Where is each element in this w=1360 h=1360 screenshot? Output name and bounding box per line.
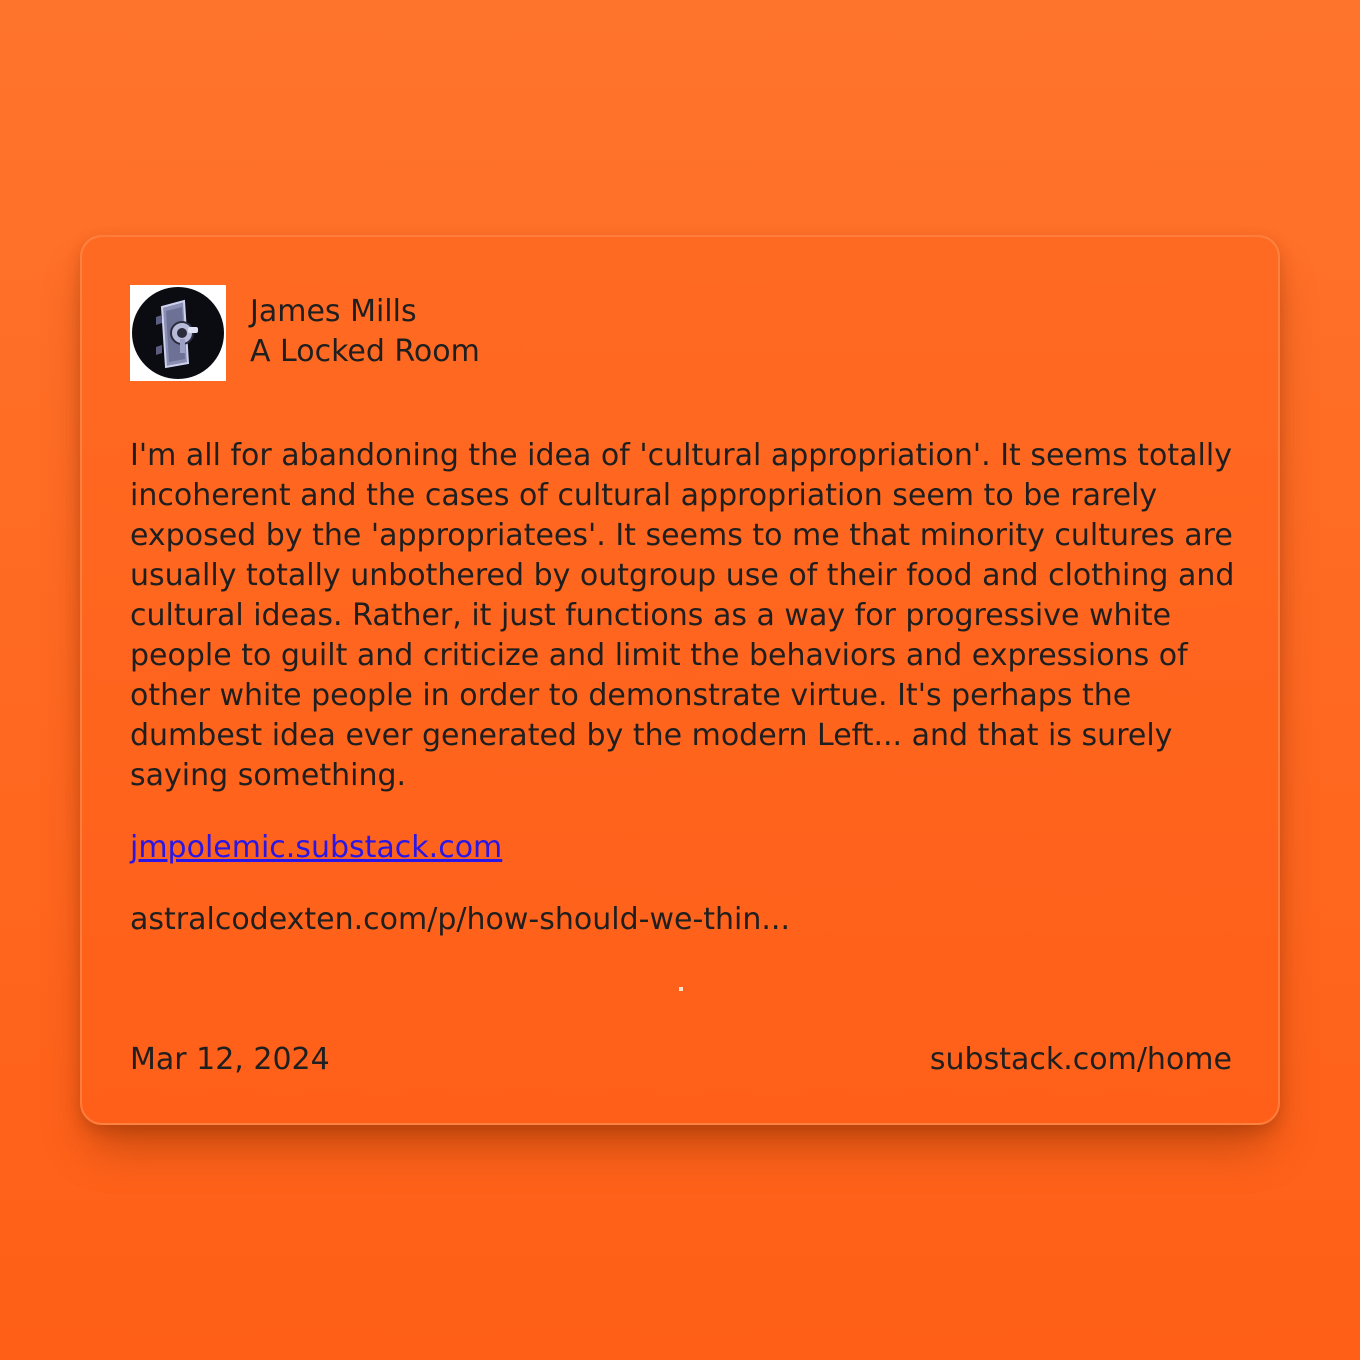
embed-image-placeholder	[679, 987, 683, 991]
publication-link[interactable]: jmpolemic.substack.com	[130, 830, 503, 865]
avatar[interactable]	[130, 285, 226, 381]
publication-name[interactable]: A Locked Room	[250, 334, 480, 369]
linked-url[interactable]: astralcodexten.com/p/how-should-we-thin...	[130, 902, 790, 937]
author-block	[250, 292, 480, 372]
note-card	[80, 235, 1280, 1125]
post-date: Mar 12, 2024	[130, 1042, 330, 1077]
source-site: substack.com/home	[929, 1042, 1232, 1077]
locked-door-icon	[132, 287, 224, 379]
post-body: I'm all for abandoning the idea of 'cultural appropriation'. It seems totally incoherent and the cases of cultural appropriation seem to be rarely exposed by the 'appropriatees'. It seems to me that minority cultures are usually totally unbothered by outgroup use of their food and clothing and cultural ideas. Rather, it just functions as a way for progressive white people to guilt and criticize and limit the behaviors and expressions of other white people in order to demonstrate virtue. It's perhaps the dumbest idea ever generated by the modern Left... and that is surely saying something.	[130, 438, 1235, 793]
author-name[interactable]: James Mills	[250, 294, 417, 329]
